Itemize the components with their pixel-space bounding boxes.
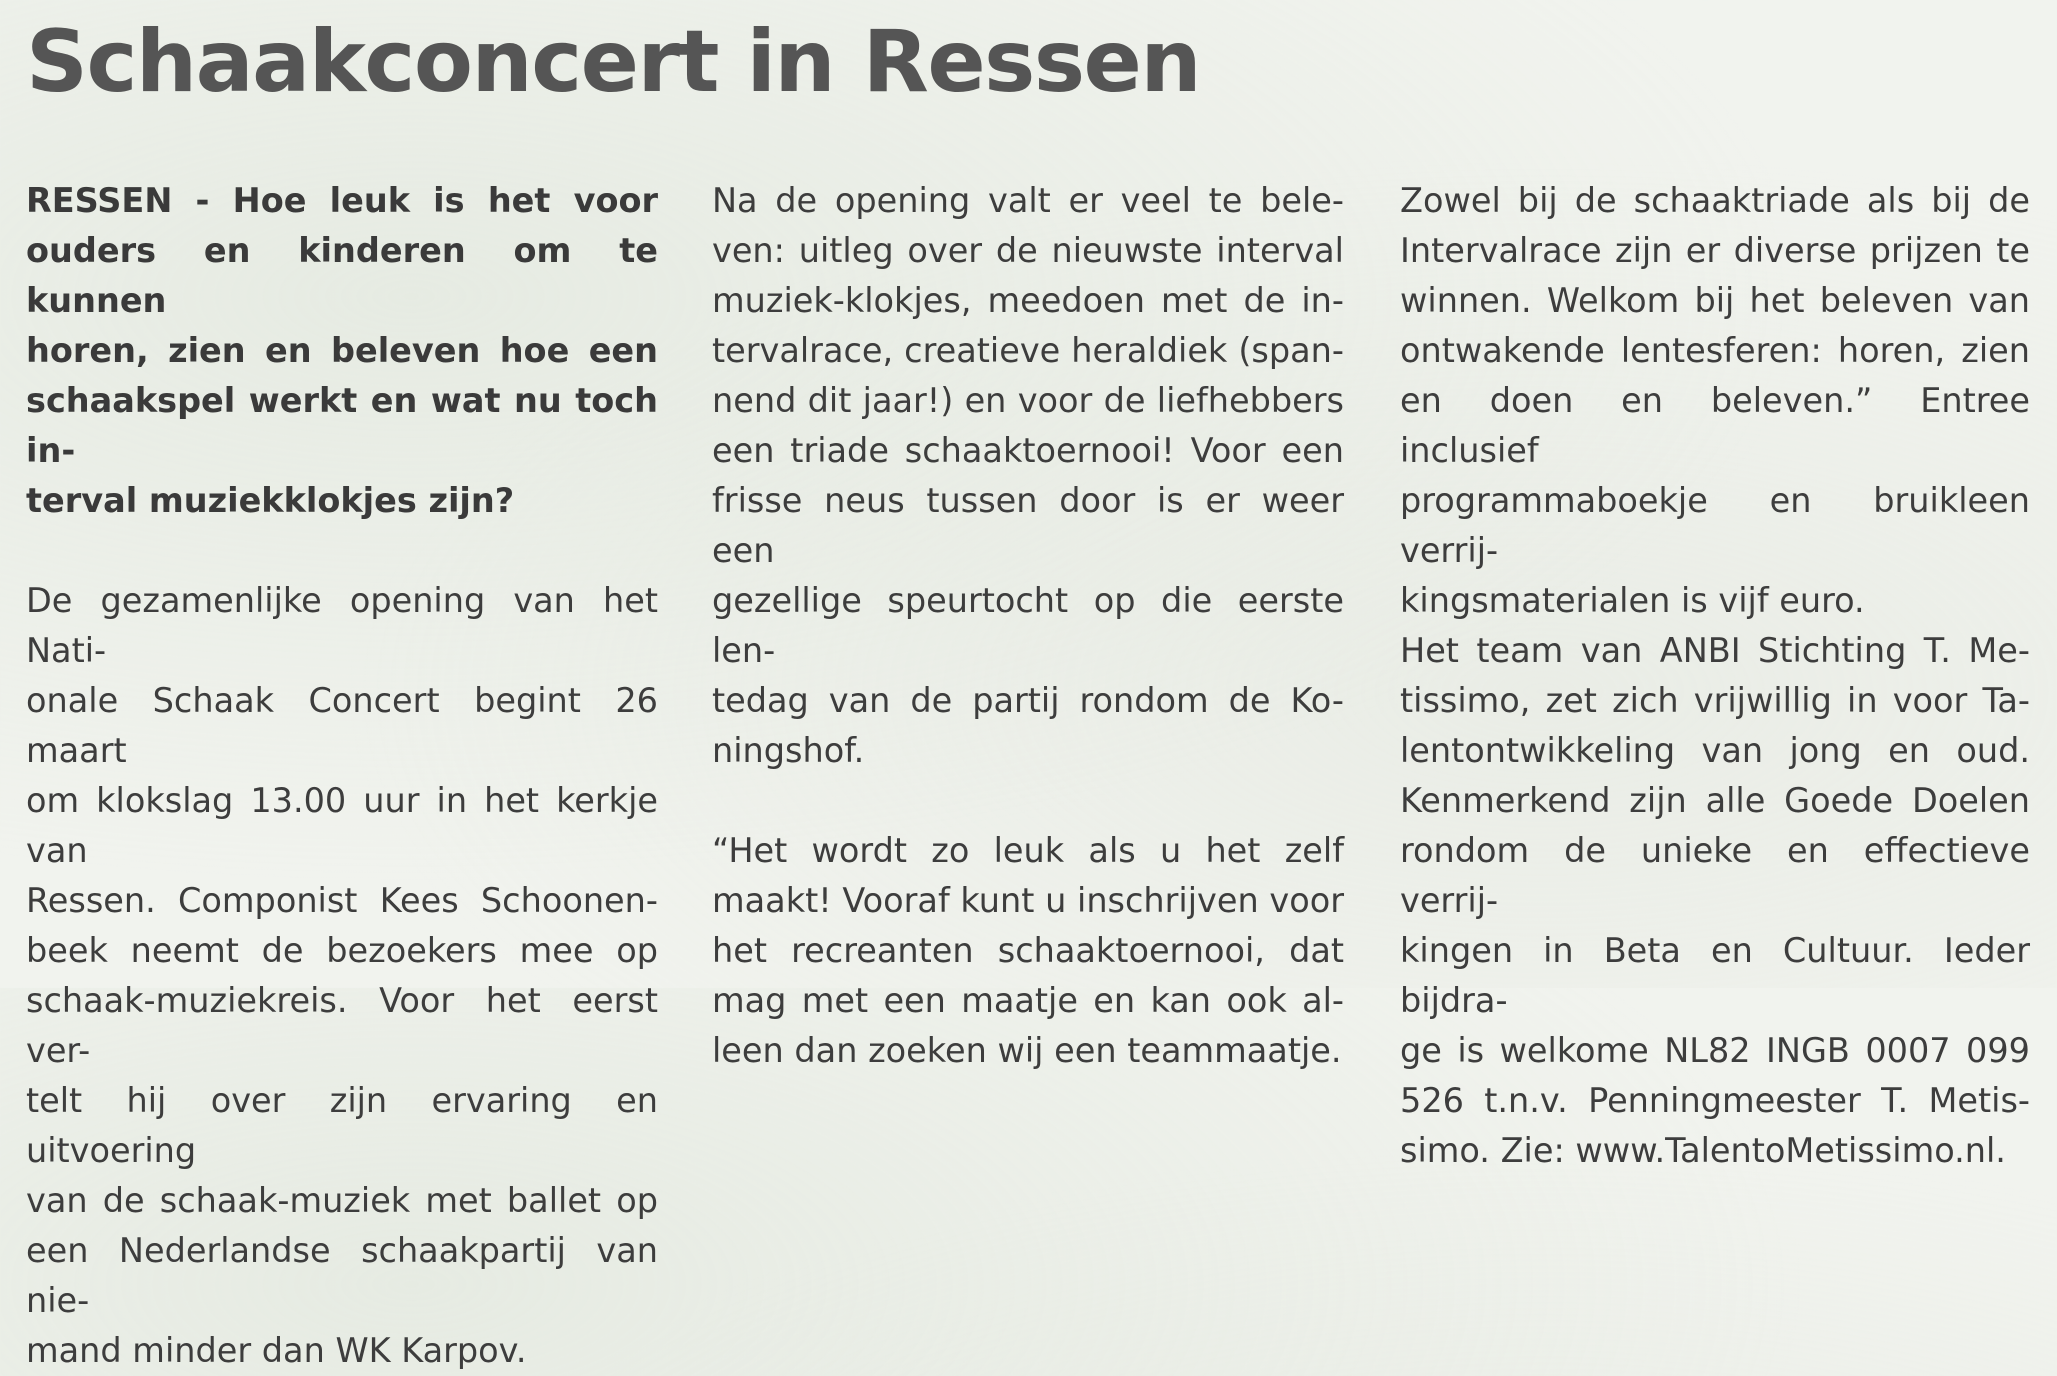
article-headline: Schaakconcert in Ressen: [26, 12, 1201, 112]
body-line: Ressen. Componist Kees Schoonen-: [26, 881, 658, 920]
lead-line: ouders en kinderen om te kunnen: [26, 231, 658, 320]
lead-line: horen, zien en beleven hoe een: [26, 331, 658, 370]
body-line: tedag van de partij rondom de Ko-: [712, 681, 1344, 720]
paragraph-gap: [26, 526, 658, 576]
article-column-3: [1400, 176, 2030, 1176]
lead-line: RESSEN - Hoe leuk is het voor: [26, 181, 658, 220]
body-line: Kenmerkend zijn alle Goede Doelen: [1400, 781, 2030, 820]
body-line: kingen in Beta en Cultuur. Ieder bijdra-: [1400, 931, 2030, 1020]
body-line: programmaboekje en bruikleen verrij-: [1400, 481, 2030, 570]
body-line: en doen en beleven.” Entree inclusief: [1400, 381, 2030, 470]
lead-line: terval muziekklokjes zijn?: [26, 481, 515, 520]
body-line: De gezamenlijke opening van het Nati-: [26, 581, 658, 670]
body-line: schaak-muziekreis. Voor het eerst ver-: [26, 981, 658, 1070]
body-line: Zowel bij de schaaktriade als bij de: [1400, 181, 2030, 220]
article-column-2: [712, 176, 1344, 1076]
body-line: ge is welkome NL82 INGB 0007 099: [1400, 1031, 2030, 1070]
body-line: frisse neus tussen door is er weer een: [712, 481, 1344, 570]
body-line: lentontwikkeling van jong en oud.: [1400, 731, 2030, 770]
body-line: een triade schaaktoernooi! Voor een: [712, 431, 1344, 470]
body-line: nend dit jaar!) en voor de liefhebbers: [712, 381, 1344, 420]
body-line: ontwakende lentesferen: horen, zien: [1400, 331, 2030, 370]
body-line: simo. Zie: www.TalentoMetissimo.nl.: [1400, 1131, 2006, 1170]
body-line: rondom de unieke en effectieve verrij-: [1400, 831, 2030, 920]
body-line: “Het wordt zo leuk als u het zelf: [712, 831, 1344, 870]
body-line: leen dan zoeken wij een teammaatje.: [712, 1031, 1342, 1070]
body-line: het recreanten schaaktoernooi, dat: [712, 931, 1344, 970]
body-line: telt hij over zijn ervaring en uitvoering: [26, 1081, 658, 1170]
body-line: 526 t.n.v. Penningmeester T. Metis-: [1400, 1081, 2030, 1120]
body-line: Intervalrace zijn er diverse prijzen te: [1400, 231, 2030, 270]
body-line: Na de opening valt er veel te bele-: [712, 181, 1344, 220]
body-line: onale Schaak Concert begint 26 maart: [26, 681, 658, 770]
body-line: tissimo, zet zich vrijwillig in voor Ta-: [1400, 681, 2030, 720]
body-line: Het team van ANBI Stichting T. Me-: [1400, 631, 2030, 670]
paragraph-gap: [712, 776, 1344, 826]
body-line: winnen. Welkom bij het beleven van: [1400, 281, 2030, 320]
body-line: kingsmaterialen is vijf euro.: [1400, 581, 1865, 620]
body-line: gezellige speurtocht op die eerste len-: [712, 581, 1344, 670]
body-line: tervalrace, creatieve heraldiek (span-: [712, 331, 1344, 370]
body-line: om klokslag 13.00 uur in het kerkje van: [26, 781, 658, 870]
body-line: mag met een maatje en kan ook al-: [712, 981, 1344, 1020]
body-line: van de schaak-muziek met ballet op: [26, 1181, 658, 1220]
body-line: een Nederlandse schaakpartij van nie-: [26, 1231, 658, 1320]
body-line: maakt! Vooraf kunt u inschrijven voor: [712, 881, 1344, 920]
body-line: ven: uitleg over de nieuwste interval: [712, 231, 1344, 270]
body-line: ningshof.: [712, 731, 865, 770]
body-line: beek neemt de bezoekers mee op: [26, 931, 658, 970]
body-line: muziek-klokjes, meedoen met de in-: [712, 281, 1344, 320]
body-line: mand minder dan WK Karpov.: [26, 1331, 527, 1370]
lead-line: schaakspel werkt en wat nu toch in-: [26, 381, 658, 470]
article-column-1: [26, 176, 658, 1376]
